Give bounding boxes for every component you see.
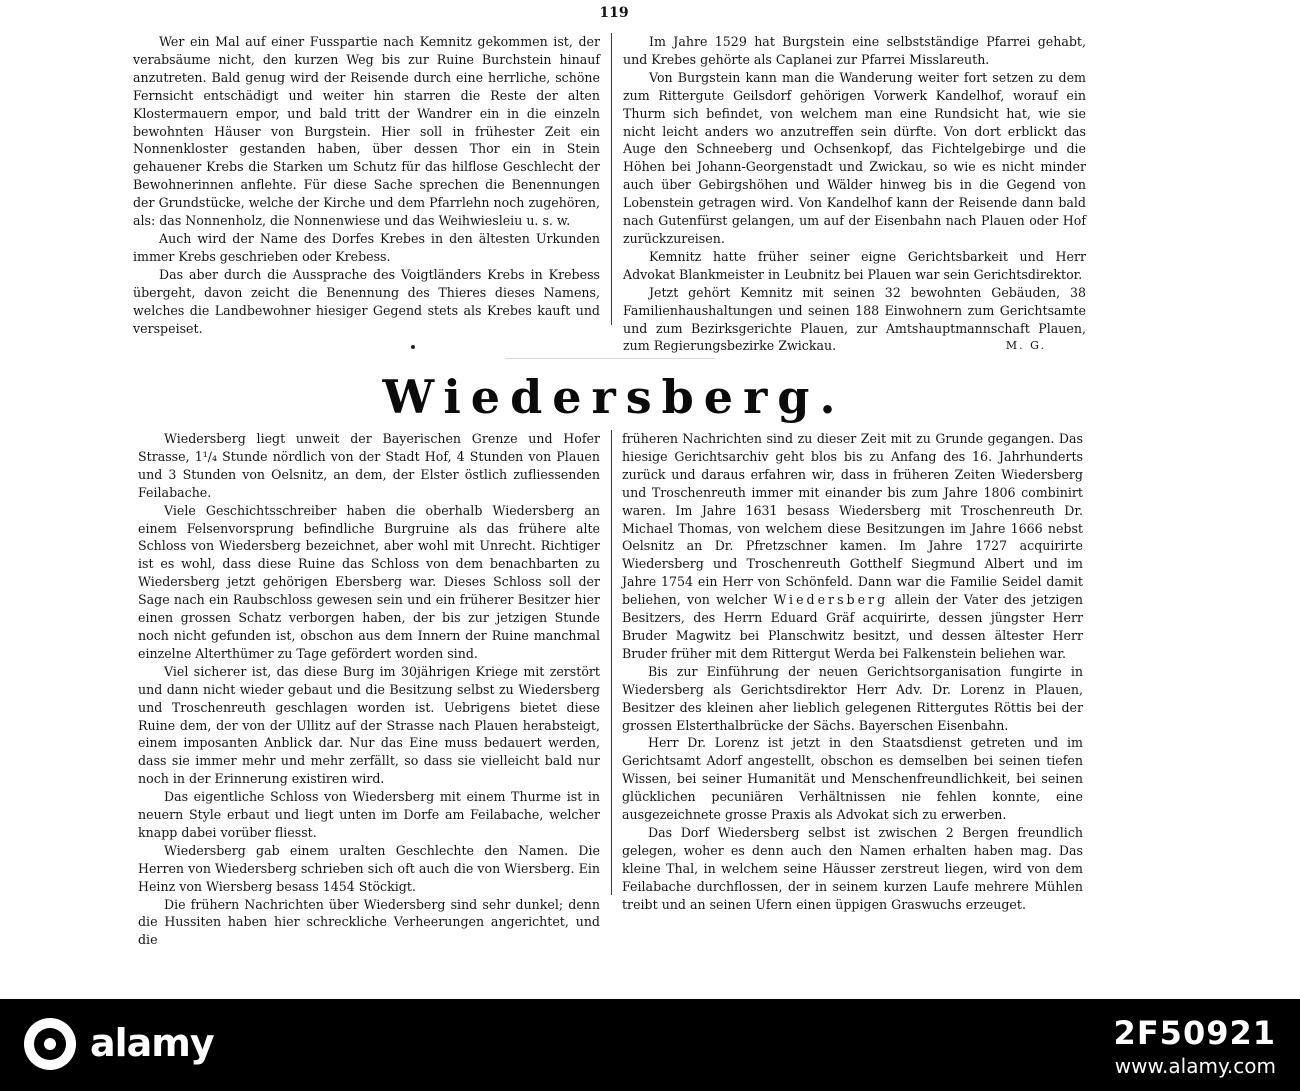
paragraph: Im Jahre 1529 hat Burgstein eine selbstständige Pfarrei gehabt, und Krebes gehörte als Caplanei zur Pfarrei Misslareuth. [623, 34, 1086, 67]
paragraph: Kemnitz hatte früher seiner eigne Gerichtsbarkeit und Herr Advokat Blankmeister in Leubnitz bei Plauen war sein Gerichtsdirektor. [623, 248, 1086, 282]
alamy-logo-icon [24, 1018, 76, 1070]
paragraph: Wer ein Mal auf einer Fusspartie nach Kemnitz gekommen ist, der verabsäume nicht, den kurzen Weg bis zur Ruine Burchstein hinauf anzutreten. Bald genug wird der Reisende durch eine herrliche, schöne Fernsicht entschädigt und weiter hin starren die Reste der alten Klostermauern empor, und bald tritt der Wandrer ein in die einzeln bewohnten Häuser von Burgstein. Hier soll in frühester Zeit ein Nonnenkloster gestanden haben, über dessen Thor ein in Stein gehauener Krebs die Starken um Schutz für das hilflose Geschlecht der Bewohnerinnen anflehte. Für diese Sache sprechen die Benennungen der Grundstücke, welche der Kirche und dem Pfarrlehn noch zugehören, als: das Nonnenholz, die Nonnenwiese und das Weihwiesleiu u. s. w. [133, 34, 600, 229]
paragraph: Herr Dr. Lorenz ist jetzt in den Staatsdienst getreten und im Gerichtsamt Adorf angestellt, obschon es demselben bei seinen tiefen Wissen, bei seiner Humanität und Menschenfreundlichkeit, bei seinen glücklichen pecuniären Verhältnissen nie fehlen konnte, eine ausgezeichnete grosse Praxis als Advokat sich zu erwerben. [622, 735, 1083, 823]
section-rule [505, 358, 715, 359]
page-number: 119 [599, 5, 629, 21]
author-signature: M. G. [1005, 339, 1046, 353]
watermark-url: www.alamy.com [1114, 1054, 1276, 1078]
paragraph [623, 284, 1086, 356]
paragraph: Bis zur Einführung der neuen Gerichtsorganisation fungirte in Wiedersberg als Gerichtsdirektor Herr Adv. Dr. Lorenz in Plauen, Besitzer des kleinen aher lieblich gelegenen Rittergutes Röttis bei der grossen Elsterthalbrücke der Sächs. Bayerschen Eisenbahn. [622, 663, 1083, 733]
paragraph: Viele Geschichtsschreiber haben die oberhalb Wiedersberg an einem Felsenvorsprung befindliche Burgruine als das frühere alte Schloss von Wiedersberg bezeichnet, aber wohl mit Unrecht. Richtiger ist es wohl, dass diese Ruine das Schloss von dem benachbarten zu Wiedersberg jetzt gehörigen Ebersberg war. Dieses Schloss soll der Sage nach ein Raubschloss gewesen sein und ein früherer Besitzer hier einen grossen Schatz verborgen haben, der bis zur jetzigen Stunde noch nicht gefunden ist, obschon aus dem Innern der Ruine manchmal einzelne Alterthümer zu Tage gefördert worden sind. [138, 502, 600, 661]
paragraph: Wiedersberg gab einem uralten Geschlechte den Namen. Die Herren von Wiedersberg schrieben sich oft auch die von Wiersberg. Ein Heinz von Wiersberg besass 1454 Stöckigt. [138, 842, 600, 894]
paragraph: Das eigentliche Schloss von Wiedersberg mit einem Thurme ist in neuern Style erbaut und liegt unten im Dorfe am Feilabache, welcher knapp dabei vorüber fliesst. [138, 789, 600, 840]
column-top-left [133, 33, 600, 337]
section-title: Wiedersberg. [382, 370, 846, 424]
column-bottom-left [138, 430, 600, 949]
paragraph: Von Burgstein kann man die Wanderung weiter fort setzen zu dem zum Rittergute Geilsdorf gehörigen Vorwerk Kandelhof, worauf ein Thurm sich befindet, von welchem man eine Rundsicht hat, wie sie nicht leicht anders wo anzutreffen sein dürfte. Von dort erblickt das Auge den Schneeberg und Ochsenkopf, das Fichtelgebirge und die Höhen bei Johann-Georgenstadt und Zwickau, so wie es nicht minder auch über Gebirgshöhen und Wälder hinweg bis in die Gegend von Lobenstein getragen wird. Von Kandelhof kann der Reisende dann bald nach Gutenfürst gelangen, um auf der Eisenbahn nach Plauen oder Hof zurückzureisen. [623, 69, 1086, 246]
paragraph [622, 430, 1083, 663]
paragraph-text: früheren Nachrichten sind zu dieser Zeit mit zu Grunde gegangen. Das hiesige Gerichtsarchiv geht blos bis zu Anfang des 16. Jahrhunderts zurück und daraus erfahren wir, dass in früheren Zeiten Wiedersberg und Troschenreuth immer mit einander bis zum Jahre 1806 combinirt waren. Im Jahre 1631 besass Wiedersberg mit Troschenreuth Dr. Michael Thomas, von welchem diese Besitzungen im Jahre 1666 nebst Oelsnitz an Dr. Pfretzschner kamen. Im Jahre 1727 acquirirte Wiedersberg und Troschenreuth Gotthelf Siegmund Albert und im Jahre 1754 ein Herr von Schönfeld. Dann war die Familie Seidel damit beliehen, von welcher [622, 431, 1083, 608]
paragraph: Die frühern Nachrichten über Wiedersberg sind sehr dunkel; denn die Hussiten haben hier schreckliche Verheerungen angerichtet, und die [138, 896, 600, 948]
watermark-brand: alamy [90, 1021, 214, 1065]
paragraph-text: allein der Vater des jetzigen Besitzers, des Herrn Eduard Gräf acquirirte, dessen jüngster Herr Bruder Magwitz bei Planschwitz besitzt, und dessen ältester Herr Bruder früher mit dem Rittergut Werda bei Falkenstein beliehen war. [622, 592, 1084, 661]
watermark-id-block [1114, 1014, 1276, 1078]
paragraph: Auch wird der Name des Dorfes Krebes in den ältesten Urkunden immer Krebs geschrieben oder Krebess. [133, 230, 600, 264]
image-id: 2F50921 [1113, 1014, 1276, 1052]
paragraph: Viel sicherer ist, das diese Burg im 30jährigen Kriege mit zerstört und dann nicht wieder gebaut und die Besitzung selbst zu Wiedersberg und Troschenreuth geschlagen worden ist. Uebrigens bietet diese Ruine dem, der von der Ullitz auf der Strasse nach Plauen herabsteigt, einem imposanten Anblick dar. Nur das Eine muss bedauert werden, dass sie immer mehr und mehr zerfällt, so dass sie vielleicht bald nur noch in der Erinnerung existiren wird. [138, 663, 600, 787]
paragraph: Wiedersberg liegt unweit der Bayerischen Grenze und Hofer Strasse, 1¹/₄ Stunde nördlich von der Stadt Hof, 4 Stunden von Plauen und 3 Stunden von Oelsnitz, an dem, der Elster östlich zufliessenden Feilabache. [138, 431, 600, 500]
paragraph: Das Dorf Wiedersberg selbst ist zwischen 2 Bergen freundlich gelegen, woher es denn auch den Namen erhalten haben mag. Das kleine Thal, in welchem seine Häusser zerstreut liegen, wird von dem Feilabache durchflossen, der in seinem kurzen Laufe mehrere Mühlen treibt und an seinen Ufern einen üppigen Graswuchs erzeuget. [622, 824, 1083, 912]
paragraph-text: Jetzt gehört Kemnitz mit seinen 32 bewohnten Gebäuden, 38 Familienhaushaltungen und seinen 188 Einwohnern zum Gerichtsamte und zum Bezirksgerichte Plauen, zur Amtshauptmannschaft Plauen, zum Regierungsbezirke Zwickau. [623, 284, 1086, 354]
column-divider [611, 33, 612, 325]
spaced-name: Wiedersberg [773, 592, 889, 608]
ink-speck [411, 345, 415, 349]
column-bottom-right [622, 430, 1083, 913]
column-divider [611, 430, 612, 895]
column-top-right [623, 33, 1086, 355]
paragraph: Das aber durch die Aussprache des Voigtländers Krebs in Krebess übergeht, davon zeicht die Benennung des Thieres dieses Namens, welches die Landbewohner hiesiger Gegend stets als Krebes kauft und verspeiset. [133, 266, 600, 336]
